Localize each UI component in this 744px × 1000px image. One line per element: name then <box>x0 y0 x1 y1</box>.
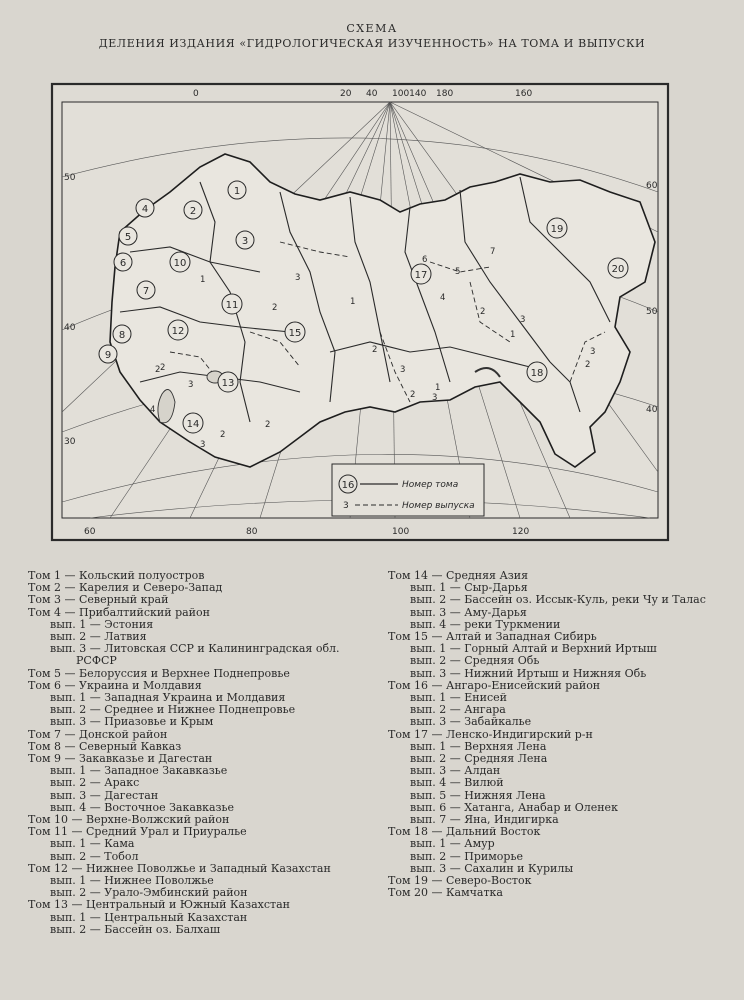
legend-issue-entry: вып. 3 — Аму-Дарья <box>410 605 527 619</box>
issue-number: 2 <box>265 420 271 430</box>
legend-volume-entry: Том 17 — Ленско-Индигирский р-н <box>388 727 593 741</box>
left-label: 50 <box>64 173 76 183</box>
legend-issue-entry: вып. 3 — Забайкалье <box>410 715 532 729</box>
page-title: СХЕМА <box>346 22 398 35</box>
volume-marker-11 <box>222 294 242 314</box>
svg-text:14: 14 <box>186 419 200 430</box>
legend-issue-entry: вып. 2 — Бассейн оз. Балхаш <box>50 922 221 936</box>
issue-number: 2 <box>480 307 486 317</box>
map-figure <box>50 82 670 542</box>
left-label: 30 <box>64 437 76 447</box>
legend-volume-entry: Том 5 — Белоруссия и Верхнее Поднепровье <box>28 666 290 680</box>
svg-text:1: 1 <box>233 186 241 197</box>
key-volume-label: Номер тома <box>402 480 459 490</box>
legend-issue-entry: вып. 1 — Амур <box>410 837 495 851</box>
volume-marker-2 <box>184 201 202 219</box>
key-volume-sample: 16 <box>341 480 355 491</box>
legend-issue-entry: вып. 5 — Нижняя Лена <box>410 788 546 802</box>
issue-number: 2 <box>220 430 226 440</box>
legend-issue-entry: вып. 7 — Яна, Индигирка <box>410 813 559 827</box>
issue-number: 1 <box>435 383 441 393</box>
top-label: 20 <box>340 89 352 99</box>
legend-volume-entry: Том 14 — Средняя Азия <box>388 569 529 582</box>
legend-volume-entry: Том 1 — Кольский полуостров <box>28 569 205 582</box>
issue-number: 2 <box>155 365 161 375</box>
legend-issue-entry: вып. 2 — Латвия <box>50 630 147 644</box>
issue-number: 5 <box>455 267 461 277</box>
legend-issue-entry: вып. 3 — Литовская ССР и Калининградская обл. <box>50 642 340 656</box>
legend-volume-entry: Том 16 — Ангаро-Енисейский район <box>388 678 601 692</box>
legend-issue-entry: вып. 1 — Кама <box>50 837 135 851</box>
page-subtitle: ДЕЛЕНИЯ ИЗДАНИЯ «ГИДРОЛОГИЧЕСКАЯ ИЗУЧЕННОСТЬ» НА ТОМА И ВЫПУСКИ <box>98 37 646 50</box>
svg-text:19: 19 <box>550 224 564 235</box>
left-label: 40 <box>64 323 76 333</box>
legend-volume-entry: Том 7 — Донской район <box>28 727 168 741</box>
svg-text:20: 20 <box>611 264 625 275</box>
top-label: 0 <box>193 89 199 99</box>
issue-number: 3 <box>200 440 206 450</box>
legend-issue-entry: вып. 1 — Горный Алтай и Верхний Иртыш <box>410 642 657 656</box>
map-key <box>332 464 484 516</box>
issue-number: 1 <box>200 275 206 285</box>
legend-issue-entry: вып. 4 — Вилюй <box>410 776 504 790</box>
legend-volume-entry: Том 12 — Нижнее Поволжье и Западный Казахстан <box>28 861 331 875</box>
legend-volume-entry: Том 18 — Дальний Восток <box>388 825 541 839</box>
issue-number: 3 <box>295 273 301 283</box>
volume-marker-5 <box>119 227 137 245</box>
volume-marker-17 <box>411 264 431 284</box>
legend-issue-entry: вып. 4 — реки Туркмении <box>410 617 561 631</box>
legend-volume-entry: Том 20 — Камчатка <box>388 886 503 900</box>
svg-text:6: 6 <box>119 258 127 269</box>
legend-issue-entry: вып. 2 — Тобол <box>50 849 139 863</box>
volume-marker-3 <box>236 231 254 249</box>
issue-number: 7 <box>490 247 496 257</box>
right-label: 40 <box>646 405 658 415</box>
legend-issue-entry: вып. 1 — Эстония <box>50 617 154 631</box>
legend-volume-entry: Том 2 — Карелия и Северо-Запад <box>28 581 223 595</box>
top-label: 160 <box>515 89 533 99</box>
svg-text:17: 17 <box>414 270 428 281</box>
bottom-label: 80 <box>246 527 258 537</box>
issue-number: 3 <box>520 315 526 325</box>
legend-volume-entry: Том 4 — Прибалтийский район <box>28 605 210 619</box>
bottom-label: 60 <box>84 527 96 537</box>
volume-marker-13 <box>218 372 238 392</box>
legend-issue-entry: вып. 1 — Сыр-Дарья <box>410 581 528 595</box>
legend-volume-entry: Том 8 — Северный Кавказ <box>28 739 182 753</box>
legend-right-column <box>388 570 706 899</box>
volume-marker-4 <box>136 199 154 217</box>
svg-text:18: 18 <box>530 368 544 379</box>
svg-text:8: 8 <box>118 330 126 341</box>
key-issue-label: Номер выпуска <box>402 501 475 511</box>
issue-number: 2 <box>272 303 278 313</box>
map-svg <box>50 82 670 542</box>
legend-volume-entry: Том 19 — Северо-Восток <box>388 874 532 888</box>
legend-volume-entry: Том 15 — Алтай и Западная Сибирь <box>388 630 597 644</box>
svg-text:13: 13 <box>221 378 235 389</box>
top-label: 100140 <box>392 89 427 99</box>
volume-marker-19 <box>547 218 567 238</box>
legend-issue-entry: вып. 1 — Западное Закавказье <box>50 764 228 778</box>
legend-issue-entry: вып. 2 — Бассейн оз. Иссык-Куль, реки Чу и Талас <box>410 593 706 607</box>
legend-issue-entry: РСФСР <box>76 654 117 668</box>
legend-issue-entry: вып. 1 — Нижнее Поволжье <box>50 874 214 888</box>
legend-issue-entry: вып. 2 — Среднее и Нижнее Поднепровье <box>50 703 296 717</box>
legend-volume-entry: Том 10 — Верхне-Волжский район <box>28 813 230 827</box>
svg-text:3: 3 <box>241 236 249 247</box>
legend-issue-entry: вып. 3 — Приазовье и Крым <box>50 715 214 729</box>
legend-left-column <box>28 570 340 936</box>
issue-number: 4 <box>440 293 446 303</box>
issue-number: 1 <box>510 330 516 340</box>
volume-marker-1 <box>228 181 246 199</box>
issue-number: 1 <box>350 297 356 307</box>
svg-text:12: 12 <box>171 326 185 337</box>
legend-issue-entry: вып. 1 — Енисей <box>410 691 507 705</box>
volume-marker-18 <box>527 362 547 382</box>
right-label: 50 <box>646 307 658 317</box>
right-label: 60 <box>646 181 658 191</box>
legend-issue-entry: вып. 1 — Центральный Казахстан <box>50 910 248 924</box>
legend-volume-entry: Том 6 — Украина и Молдавия <box>28 678 202 692</box>
legend-issue-entry: вып. 2 — Средняя Лена <box>410 752 548 766</box>
svg-text:5: 5 <box>124 232 132 243</box>
volume-marker-10 <box>170 252 190 272</box>
bottom-label: 120 <box>512 527 530 537</box>
legend-volume-entry: Том 9 — Закавказье и Дагестан <box>28 752 213 766</box>
issue-number: 2 <box>160 363 166 373</box>
svg-text:11: 11 <box>225 300 239 311</box>
legend-issue-entry: вып. 3 — Нижний Иртыш и Нижняя Обь <box>410 666 647 680</box>
legend-issue-entry: вып. 2 — Ангара <box>410 703 506 717</box>
legend-issue-entry: вып. 2 — Средняя Обь <box>410 654 540 668</box>
legend-issue-entry: вып. 3 — Дагестан <box>50 788 159 802</box>
legend-issue-entry: вып. 4 — Восточное Закавказье <box>50 800 235 814</box>
page-title-block <box>0 22 744 50</box>
legend-volume-entry: Том 3 — Северный край <box>28 593 169 607</box>
issue-number: 3 <box>400 365 406 375</box>
issue-number: 2 <box>410 390 416 400</box>
volume-marker-9 <box>99 345 117 363</box>
legend-issue-entry: вып. 3 — Алдан <box>410 764 501 778</box>
svg-text:15: 15 <box>288 328 302 339</box>
volume-marker-12 <box>168 320 188 340</box>
issue-number: 2 <box>585 360 591 370</box>
volume-marker-7 <box>137 281 155 299</box>
volume-marker-8 <box>113 325 131 343</box>
legend-issue-entry: вып. 1 — Верхняя Лена <box>410 739 547 753</box>
issue-number: 3 <box>590 347 596 357</box>
issue-number: 6 <box>422 255 428 265</box>
issue-number: 3 <box>432 393 438 403</box>
volume-marker-6 <box>114 253 132 271</box>
issue-number: 4 <box>150 405 156 415</box>
top-label: 180 <box>436 89 454 99</box>
issue-number: 3 <box>188 380 194 390</box>
svg-text:9: 9 <box>104 350 112 361</box>
legend-volume-entry: Том 11 — Средний Урал и Приуралье <box>28 825 247 839</box>
issue-number: 2 <box>372 345 378 355</box>
svg-text:4: 4 <box>141 204 149 215</box>
svg-text:10: 10 <box>173 258 187 269</box>
volume-marker-14 <box>183 413 203 433</box>
legend-issue-entry: вып. 6 — Хатанга, Анабар и Оленек <box>410 800 618 814</box>
legend-issue-entry: вып. 1 — Западная Украина и Молдавия <box>50 691 286 705</box>
svg-text:2: 2 <box>189 206 197 217</box>
volume-marker-20 <box>608 258 628 278</box>
legend-issue-entry: вып. 2 — Урало-Эмбинский район <box>50 886 248 900</box>
legend-issue-entry: вып. 2 — Приморье <box>410 849 523 863</box>
key-issue-sample: 3 <box>343 501 349 511</box>
volume-marker-15 <box>285 322 305 342</box>
legend-volume-entry: Том 13 — Центральный и Южный Казахстан <box>28 898 290 912</box>
svg-text:7: 7 <box>142 286 150 297</box>
bottom-label: 100 <box>392 527 410 537</box>
legend-issue-entry: вып. 2 — Аракс <box>50 776 140 790</box>
top-label: 40 <box>366 89 378 99</box>
legend-issue-entry: вып. 3 — Сахалин и Курилы <box>410 861 574 875</box>
